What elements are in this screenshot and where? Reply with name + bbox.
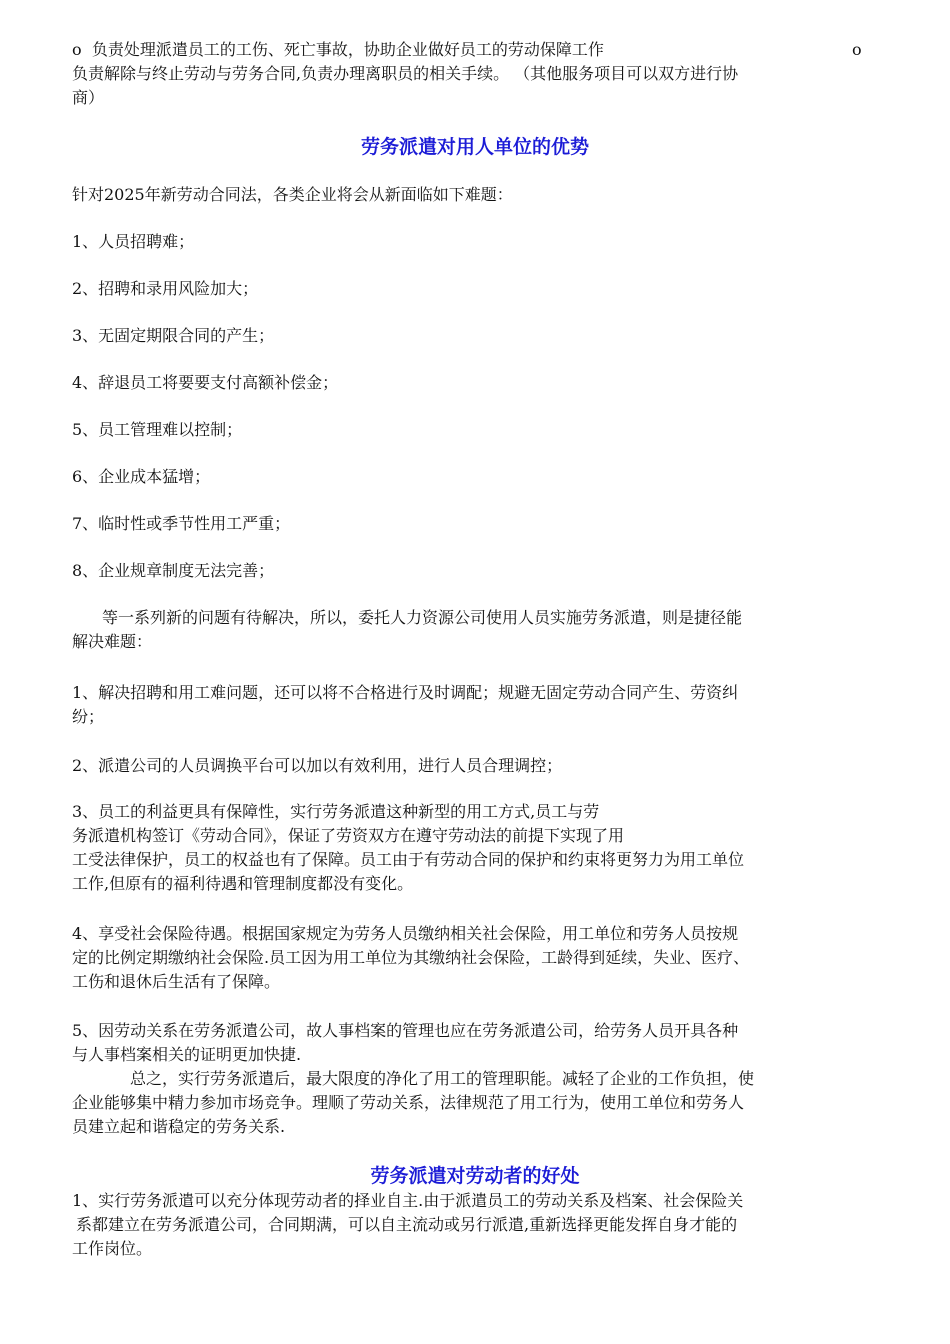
- intro-line-1: [72, 38, 878, 62]
- summary-line-2: 企业能够集中精力参加市场竞争。理顺了劳动关系，法律规范了用工行为，使用工单位和劳务人: [72, 1093, 745, 1112]
- intro-line-2: 负责解除与终止劳动与劳务合同,负责办理离职员的相关手续。 （其他服务项目可以双方进行协: [72, 64, 739, 83]
- solution-5: [72, 1019, 878, 1067]
- solution-4-line-1: 4、享受社会保险待遇。根据国家规定为劳务人员缴纳相关社会保险，用工单位和劳务人员按规: [72, 924, 739, 943]
- problem-item: 1、人员招聘难；: [72, 232, 195, 251]
- solution-4-line-2: 定的比例定期缴纳社会保险.员工因为用工单位为其缴纳社会保险，工龄得到延续，失业、医疗、: [72, 948, 750, 967]
- solution-5-line-2: 与人事档案相关的证明更加快捷.: [72, 1045, 302, 1064]
- lead-sentence: 针对2025年新劳动合同法，各类企业将会从新面临如下难题：: [72, 185, 513, 204]
- worker-benefit-1-line-1: 1、实行劳务派遣可以充分体现劳动者的择业自主.由于派遣员工的劳动关系及档案、社会保险关: [72, 1191, 744, 1210]
- transition-line-2: 解决难题：: [72, 632, 153, 651]
- bullet-marker: o: [72, 40, 82, 59]
- solution-3: [72, 800, 878, 896]
- summary-paragraph: [72, 1067, 878, 1139]
- worker-benefit-1-line-3: 工作岗位。: [72, 1239, 153, 1258]
- solution-1-line-2: 纷；: [72, 707, 105, 726]
- solution-1-line-1: 1、解决招聘和用工难问题，还可以将不合格进行及时调配；规避无固定劳动合同产生、劳资纠: [72, 683, 739, 702]
- solution-4-line-3: 工伤和退休后生活有了保障。: [72, 972, 281, 991]
- section-heading-worker: 劳务派遣对劳动者的好处: [370, 1165, 580, 1187]
- solution-1: [72, 681, 878, 729]
- problem-item: 5、员工管理难以控制；: [72, 420, 243, 439]
- solution-3-line-3: 工受法律保护，员工的权益也有了保障。员工由于有劳动合同的保护和约束将更努力为用工单位: [72, 850, 745, 869]
- problem-item: 6、企业成本猛增；: [72, 467, 211, 486]
- intro-line-3: 商）: [72, 88, 105, 107]
- problem-item: 8、企业规章制度无法完善；: [72, 561, 275, 580]
- solution-3-line-4: 工作,但原有的福利待遇和管理制度都没有变化。: [72, 874, 414, 893]
- solution-2: [72, 754, 878, 778]
- solution-3-line-1: 3、员工的利益更具有保障性，实行劳务派遣这种新型的用工方式,员工与劳: [72, 802, 600, 821]
- summary-line-3: 员建立起和谐稳定的劳务关系.: [72, 1117, 286, 1136]
- intro-paragraph: [72, 38, 878, 110]
- problem-item: 7、临时性或季节性用工严重；: [72, 514, 291, 533]
- bullet-marker-right: o: [852, 40, 862, 59]
- solution-4: [72, 922, 878, 994]
- solution-3-line-2: 务派遣机构签订《劳动合同》，保证了劳资双方在遵守劳动法的前提下实现了用: [72, 826, 625, 845]
- problem-item: 3、无固定期限合同的产生；: [72, 326, 275, 345]
- summary-line-1: 总之，实行劳务派遣后，最大限度的净化了用工的管理职能。减轻了企业的工作负担，使: [130, 1069, 755, 1088]
- section-heading-employer: 劳务派遣对用人单位的优势: [360, 136, 589, 158]
- solution-5-line-1: 5、因劳动关系在劳务派遣公司，故人事档案的管理也应在劳务派遣公司，给劳务人员开具各种: [72, 1021, 739, 1040]
- solution-2-line-1: 2、派遣公司的人员调换平台可以加以有效利用，进行人员合理调控；: [72, 756, 563, 775]
- transition-line-1: 等一系列新的问题有待解决，所以，委托人力资源公司使用人员实施劳务派遣，则是捷径能: [102, 608, 743, 627]
- problem-item: 4、辞退员工将要要支付高额补偿金；: [72, 373, 339, 392]
- problem-item: 2、招聘和录用风险加大；: [72, 279, 259, 298]
- worker-benefit-1-line-2: 系都建立在劳务派遣公司，合同期满，可以自主流动或另行派遣,重新选择更能发挥自身才能的: [76, 1215, 738, 1234]
- worker-benefit-1: [72, 1189, 878, 1261]
- transition-paragraph: [72, 606, 878, 654]
- intro-text-1: 负责处理派遣员工的工伤、死亡事故，协助企业做好员工的劳动保障工作: [91, 40, 604, 59]
